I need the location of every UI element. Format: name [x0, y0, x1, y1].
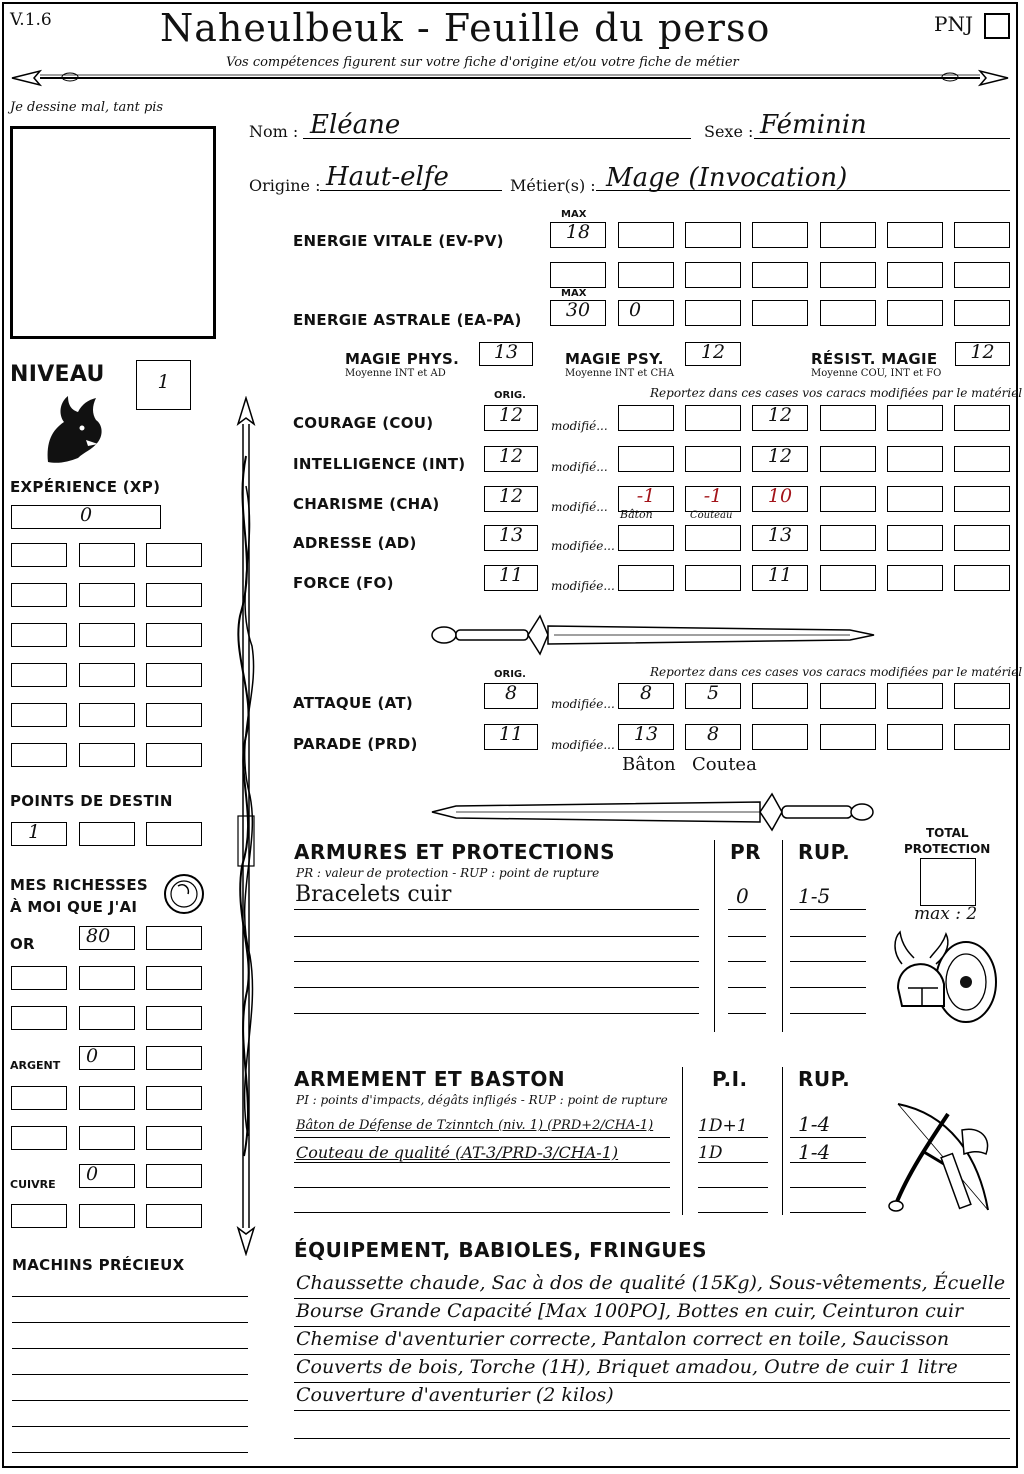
- resist-magie-label: RÉSIST. MAGIE: [811, 350, 938, 368]
- carac-mod-box[interactable]: [752, 405, 808, 431]
- niveau-value: 1: [157, 371, 170, 393]
- rup-label: RUP.: [798, 840, 851, 864]
- sexe-value[interactable]: Féminin: [760, 110, 867, 140]
- cuivre-box[interactable]: [146, 1164, 202, 1188]
- arme-pi-line[interactable]: [698, 1162, 768, 1163]
- armement-sub: PI : points d'impacts, dégâts infligés - RUP : point de rupture: [296, 1093, 668, 1107]
- arme-item-rup[interactable]: 1-4: [798, 1140, 831, 1164]
- carac-orig-box[interactable]: [484, 525, 538, 551]
- or-box[interactable]: [79, 1006, 135, 1030]
- magie-phys-sub: Moyenne INT et AD: [345, 368, 446, 379]
- carac-mod-box[interactable]: [887, 486, 943, 512]
- carac-mod-value: 11: [767, 564, 793, 586]
- carac-mod-box[interactable]: [887, 405, 943, 431]
- armure-rup-line[interactable]: [790, 961, 866, 962]
- armure-rup-line[interactable]: [790, 936, 866, 937]
- xp-box[interactable]: [79, 583, 135, 607]
- resist-magie-value: 12: [970, 341, 995, 363]
- carac-mod-box[interactable]: [820, 486, 876, 512]
- xp-box[interactable]: [146, 703, 202, 727]
- nom-label: Nom :: [249, 122, 299, 141]
- rup-label-2: RUP.: [798, 1067, 851, 1091]
- ev-box[interactable]: [550, 262, 606, 288]
- ev-box[interactable]: [618, 222, 674, 248]
- destin-box[interactable]: [146, 822, 202, 846]
- carac-mod-box[interactable]: [618, 405, 674, 431]
- max-note: max : 2: [914, 904, 978, 924]
- armure-pr-line[interactable]: [728, 1013, 766, 1014]
- carac-mod-box[interactable]: [618, 565, 674, 591]
- carac-mod-box[interactable]: [887, 565, 943, 591]
- xp-box[interactable]: [11, 663, 67, 687]
- xp-box[interactable]: [79, 703, 135, 727]
- prd-orig-value: 11: [498, 723, 524, 745]
- sexe-label: Sexe :: [704, 122, 754, 141]
- spear-divider-icon: [10, 66, 1010, 90]
- at-orig-value: 8: [504, 682, 518, 704]
- carac-mod-box[interactable]: [685, 565, 741, 591]
- argent-box[interactable]: [11, 1126, 67, 1150]
- destin-label: POINTS DE DESTIN: [10, 792, 173, 810]
- magie-phys-box[interactable]: [479, 342, 533, 366]
- prd-mod-box[interactable]: [618, 724, 674, 750]
- sword-icon-2: [430, 790, 876, 836]
- xp-box[interactable]: [146, 623, 202, 647]
- prd-mod-box[interactable]: [752, 724, 808, 750]
- portrait-box[interactable]: [10, 126, 216, 339]
- argent-box[interactable]: [79, 1086, 135, 1110]
- carac-mod-box[interactable]: [685, 525, 741, 551]
- total-protection-box[interactable]: [920, 858, 976, 906]
- prd-mod1-value: 13: [633, 723, 659, 745]
- ev-max-box[interactable]: [550, 222, 606, 248]
- prd-modif-label: modifiée...: [551, 738, 615, 752]
- metier-value[interactable]: Mage (Invocation): [606, 163, 848, 193]
- armure-line[interactable]: [294, 909, 699, 910]
- machins-label: MACHINS PRÉCIEUX: [12, 1256, 185, 1274]
- arme-line[interactable]: [294, 1162, 670, 1163]
- equip-line: [294, 1326, 1010, 1327]
- carac-mod-value: 12: [767, 404, 793, 426]
- carac-mod-box[interactable]: [685, 486, 741, 512]
- or-value: 80: [86, 925, 111, 947]
- cuivre-box[interactable]: [79, 1164, 135, 1188]
- carac-mod-value: 10: [767, 485, 793, 507]
- or-box[interactable]: [11, 1006, 67, 1030]
- carac-orig-value: 12: [498, 404, 524, 426]
- prd-mod-box[interactable]: [954, 724, 1010, 750]
- subtitle: Vos compétences figurent sur votre fiche d'origine et/ou votre fiche de métier: [226, 55, 739, 70]
- carac-orig-box[interactable]: [484, 565, 538, 591]
- at-mod-box[interactable]: [618, 683, 674, 709]
- arme-pi-line[interactable]: [698, 1212, 768, 1213]
- xp-box[interactable]: [11, 583, 67, 607]
- arme-item-rup[interactable]: 1-4: [798, 1112, 831, 1136]
- nom-value[interactable]: Eléane: [310, 110, 401, 140]
- ev-max-label: MAX: [561, 209, 587, 220]
- ea-box[interactable]: [752, 300, 808, 326]
- destin-box[interactable]: [11, 822, 67, 846]
- or-box[interactable]: [146, 1006, 202, 1030]
- ea-box[interactable]: [618, 300, 674, 326]
- carac-modif-label: modifiée...: [551, 539, 615, 553]
- carac-mod-box[interactable]: [618, 525, 674, 551]
- magie-phys-label: MAGIE PHYS.: [345, 350, 460, 368]
- arme-pi-line[interactable]: [698, 1187, 768, 1188]
- carac-mod-box[interactable]: [820, 525, 876, 551]
- ea-box[interactable]: [887, 300, 943, 326]
- at-mod-box[interactable]: [752, 683, 808, 709]
- ev-box[interactable]: [887, 262, 943, 288]
- at-mod-box[interactable]: [887, 683, 943, 709]
- carac-label: COURAGE (COU): [293, 414, 434, 432]
- pnj-label: PNJ: [934, 12, 973, 36]
- carac-mod-value: -1: [703, 485, 723, 507]
- magie-phys-value: 13: [493, 341, 519, 363]
- carac-mod-box[interactable]: [954, 525, 1010, 551]
- carac-mod-box[interactable]: [618, 446, 674, 472]
- carac-orig-box[interactable]: [484, 486, 538, 512]
- prd-mod-box[interactable]: [820, 724, 876, 750]
- carac-mod-box[interactable]: [752, 525, 808, 551]
- orig-label-2: ORIG.: [494, 669, 526, 680]
- carac-orig-box[interactable]: [484, 405, 538, 431]
- niveau-box[interactable]: [136, 360, 191, 410]
- helmet-shield-icon: [888, 928, 1000, 1028]
- spear-vertical-icon: [226, 396, 266, 1256]
- page-title: Naheulbeuk - Feuille du perso: [160, 6, 771, 50]
- argent-box[interactable]: [146, 1046, 202, 1070]
- at-mod-box[interactable]: [685, 683, 741, 709]
- armure-rup-line[interactable]: [790, 987, 866, 988]
- carac-mod-box[interactable]: [887, 446, 943, 472]
- at-mod2-value: 5: [706, 682, 720, 704]
- armure-item-pr[interactable]: 0: [736, 884, 749, 908]
- ea-current-value: 0: [629, 299, 642, 321]
- carac-mod-box[interactable]: [685, 446, 741, 472]
- report-note: Reportez dans ces cases vos caracs modifiées par le matériel: [650, 386, 1023, 400]
- arme-rup-line[interactable]: [790, 1212, 866, 1213]
- arme-pi-line[interactable]: [698, 1137, 768, 1138]
- combat-note-couteau: Coutea: [692, 754, 757, 775]
- report-note-2: Reportez dans ces cases vos caracs modifiées par le matériel: [650, 665, 1023, 679]
- equip-line: [294, 1438, 1010, 1439]
- xp-box[interactable]: [79, 663, 135, 687]
- ev-box[interactable]: [820, 262, 876, 288]
- prd-label: PARADE (PRD): [293, 735, 418, 753]
- ea-box[interactable]: [820, 300, 876, 326]
- armure-line[interactable]: [294, 1013, 699, 1014]
- carac-mod-value: 13: [767, 524, 793, 546]
- at-modif-label: modifiée...: [551, 697, 615, 711]
- ev-box[interactable]: [887, 222, 943, 248]
- ev-box[interactable]: [954, 262, 1010, 288]
- metier-label: Métier(s) :: [510, 176, 596, 195]
- carac-orig-box[interactable]: [484, 446, 538, 472]
- ev-box[interactable]: [618, 262, 674, 288]
- niveau-label: NIVEAU: [10, 362, 105, 387]
- prd-mod-box[interactable]: [887, 724, 943, 750]
- armure-rup-line[interactable]: [790, 909, 866, 910]
- carac-mod-box[interactable]: [954, 446, 1010, 472]
- carac-label: FORCE (FO): [293, 574, 394, 592]
- armement-title: ARMEMENT ET BASTON: [294, 1067, 566, 1091]
- equip-line: [294, 1354, 1010, 1355]
- argent-box[interactable]: [79, 1126, 135, 1150]
- argent-label: ARGENT: [10, 1059, 61, 1072]
- at-mod-box[interactable]: [954, 683, 1010, 709]
- carac-mod-box[interactable]: [752, 446, 808, 472]
- carac-modif-label: modifié...: [551, 500, 608, 514]
- dragon-icon: [38, 392, 106, 464]
- carac-modif-label: modifié...: [551, 460, 608, 474]
- cha-note-baton: Bâton: [620, 508, 653, 521]
- ev-box[interactable]: [685, 222, 741, 248]
- arme-rup-line[interactable]: [790, 1162, 866, 1163]
- origine-value[interactable]: Haut-elfe: [326, 162, 449, 192]
- xp-box[interactable]: [79, 623, 135, 647]
- at-orig-box[interactable]: [484, 683, 538, 709]
- combat-note-baton: Bâton: [622, 754, 676, 775]
- xp-value: 0: [79, 504, 93, 526]
- ea-label: ENERGIE ASTRALE (EA-PA): [293, 311, 522, 329]
- carac-mod-box[interactable]: [954, 405, 1010, 431]
- or-label: OR: [10, 935, 35, 953]
- magie-psy-sub: Moyenne INT et CHA: [565, 368, 675, 379]
- carac-label: CHARISME (CHA): [293, 495, 440, 513]
- cuivre-box[interactable]: [11, 1204, 67, 1228]
- armure-pr-line[interactable]: [728, 961, 766, 962]
- at-label: ATTAQUE (AT): [293, 694, 414, 712]
- magie-psy-label: MAGIE PSY.: [565, 350, 664, 368]
- carac-orig-value: 12: [498, 445, 524, 467]
- armure-line[interactable]: [294, 936, 699, 937]
- ev-box[interactable]: [752, 262, 808, 288]
- xp-label: EXPÉRIENCE (XP): [10, 478, 161, 496]
- prd-mod2-value: 8: [706, 723, 720, 745]
- resist-magie-sub: Moyenne COU, INT et FO: [811, 368, 942, 379]
- armure-pr-line[interactable]: [728, 936, 766, 937]
- ea-max-box[interactable]: [550, 300, 606, 326]
- carac-label: INTELLIGENCE (INT): [293, 455, 466, 473]
- arme-item-pi[interactable]: 1D: [698, 1143, 723, 1163]
- armures-sub: PR : valeur de protection - RUP : point de rupture: [296, 866, 600, 880]
- xp-box[interactable]: [11, 505, 161, 529]
- armure-pr-line[interactable]: [728, 909, 766, 910]
- or-box[interactable]: [146, 966, 202, 990]
- armure-line[interactable]: [294, 987, 699, 988]
- ea-box[interactable]: [685, 300, 741, 326]
- carac-mod-box[interactable]: [752, 486, 808, 512]
- origine-label: Origine :: [249, 176, 321, 195]
- carac-mod-box[interactable]: [685, 405, 741, 431]
- arme-line[interactable]: [294, 1187, 670, 1188]
- ev-box[interactable]: [954, 222, 1010, 248]
- carac-mod-box[interactable]: [820, 405, 876, 431]
- prd-orig-box[interactable]: [484, 724, 538, 750]
- cha-note-couteau: Couteau: [690, 510, 733, 521]
- armure-pr-line[interactable]: [728, 987, 766, 988]
- armures-title: ARMURES ET PROTECTIONS: [294, 840, 615, 864]
- xp-box[interactable]: [146, 543, 202, 567]
- equip-line: [294, 1298, 1010, 1299]
- coin-icon: [162, 872, 206, 916]
- equip-line: [294, 1410, 1010, 1411]
- arme-item-pi[interactable]: 1D+1: [698, 1116, 748, 1136]
- xp-box[interactable]: [11, 623, 67, 647]
- total-label-2: PROTECTION: [904, 842, 991, 856]
- ev-box[interactable]: [820, 222, 876, 248]
- destin-box[interactable]: [79, 822, 135, 846]
- argent-box[interactable]: [146, 1086, 202, 1110]
- xp-box[interactable]: [146, 743, 202, 767]
- pnj-checkbox[interactable]: [984, 13, 1010, 39]
- equip-line-text[interactable]: Bourse Grande Capacité [Max 100PO], Bottes en cuir, Ceinturon cuir: [296, 1300, 964, 1322]
- carac-orig-value: 12: [498, 485, 524, 507]
- xp-box[interactable]: [146, 583, 202, 607]
- at-mod1-value: 8: [639, 682, 653, 704]
- ev-box[interactable]: [685, 262, 741, 288]
- ea-max-value: 30: [565, 299, 591, 321]
- carac-mod-box[interactable]: [887, 525, 943, 551]
- arme-line[interactable]: [294, 1212, 670, 1213]
- weapons-icon: [888, 1094, 1008, 1216]
- carac-label: ADRESSE (AD): [293, 534, 417, 552]
- arme-rup-line[interactable]: [790, 1187, 866, 1188]
- cuivre-box[interactable]: [79, 1204, 135, 1228]
- cuivre-label: CUIVRE: [10, 1178, 56, 1191]
- armure-item-rup[interactable]: 1-5: [798, 884, 831, 908]
- richesses-label: MES RICHESSES: [10, 876, 149, 894]
- version: V.1.6: [10, 10, 52, 30]
- ev-max-value: 18: [565, 221, 591, 243]
- prd-mod-box[interactable]: [685, 724, 741, 750]
- ea-max-label: MAX: [561, 288, 587, 299]
- xp-box[interactable]: [11, 543, 67, 567]
- total-label: TOTAL: [926, 826, 969, 840]
- carac-modif-label: modifié...: [551, 419, 608, 433]
- arme-item-name[interactable]: Bâton de Défense de Tzinntch (niv. 1) (PRD+2/CHA-1): [296, 1118, 654, 1133]
- carac-mod-box[interactable]: [820, 565, 876, 591]
- carac-mod-box[interactable]: [954, 486, 1010, 512]
- xp-box[interactable]: [79, 743, 135, 767]
- xp-box[interactable]: [146, 663, 202, 687]
- pi-label: P.I.: [712, 1067, 748, 1091]
- equipement-title: ÉQUIPEMENT, BABIOLES, FRINGUES: [294, 1238, 708, 1262]
- destin-value: 1: [28, 821, 41, 843]
- carac-mod-box[interactable]: [820, 446, 876, 472]
- equip-line: [294, 1466, 1010, 1467]
- argent-box[interactable]: [11, 1086, 67, 1110]
- richesses-label-2: À MOI QUE J'AI: [10, 898, 138, 916]
- portrait-caption: Je dessine mal, tant pis: [10, 100, 164, 115]
- equip-line: [294, 1382, 1010, 1383]
- carac-mod-box[interactable]: [752, 565, 808, 591]
- magie-psy-value: 12: [700, 341, 726, 363]
- ev-box[interactable]: [752, 222, 808, 248]
- or-box[interactable]: [79, 966, 135, 990]
- equip-line-text[interactable]: Chaussette chaude, Sac à dos de qualité (15Kg), Sous-vêtements, Écuelle: [296, 1272, 1006, 1294]
- pr-label: PR: [730, 840, 762, 864]
- xp-box[interactable]: [11, 743, 67, 767]
- xp-box[interactable]: [11, 703, 67, 727]
- or-box[interactable]: [11, 966, 67, 990]
- equip-line-text[interactable]: Couverture d'aventurier (2 kilos): [296, 1384, 614, 1406]
- cuivre-value: 0: [86, 1163, 99, 1185]
- equip-line-text[interactable]: Chemise d'aventurier correcte, Pantalon correct en toile, Saucisson: [296, 1328, 950, 1350]
- argent-box[interactable]: [146, 1126, 202, 1150]
- argent-box[interactable]: [79, 1046, 135, 1070]
- carac-modif-label: modifiée...: [551, 579, 615, 593]
- ea-box[interactable]: [954, 300, 1010, 326]
- at-mod-box[interactable]: [820, 683, 876, 709]
- armure-line[interactable]: [294, 961, 699, 962]
- argent-value: 0: [86, 1045, 99, 1067]
- carac-mod-value: -1: [636, 485, 656, 507]
- arme-rup-line[interactable]: [790, 1137, 866, 1138]
- xp-box[interactable]: [79, 543, 135, 567]
- or-box[interactable]: [79, 926, 135, 950]
- sword-icon: [430, 612, 876, 658]
- arme-line[interactable]: [294, 1137, 670, 1138]
- armure-item-name[interactable]: Bracelets cuir: [295, 882, 452, 907]
- orig-label: ORIG.: [494, 390, 526, 401]
- armure-rup-line[interactable]: [790, 1013, 866, 1014]
- or-box[interactable]: [146, 926, 202, 950]
- cuivre-box[interactable]: [146, 1204, 202, 1228]
- carac-mod-box[interactable]: [954, 565, 1010, 591]
- resist-magie-box[interactable]: [955, 342, 1010, 366]
- arme-item-name[interactable]: Couteau de qualité (AT-3/PRD-3/CHA-1): [296, 1143, 619, 1162]
- carac-mod-value: 12: [767, 445, 793, 467]
- ev-label: ENERGIE VITALE (EV-PV): [293, 232, 504, 250]
- carac-orig-value: 13: [498, 524, 524, 546]
- magie-psy-box[interactable]: [685, 342, 741, 366]
- carac-orig-value: 11: [498, 564, 524, 586]
- equip-line-text[interactable]: Couverts de bois, Torche (1H), Briquet amadou, Outre de cuir 1 litre: [296, 1356, 958, 1378]
